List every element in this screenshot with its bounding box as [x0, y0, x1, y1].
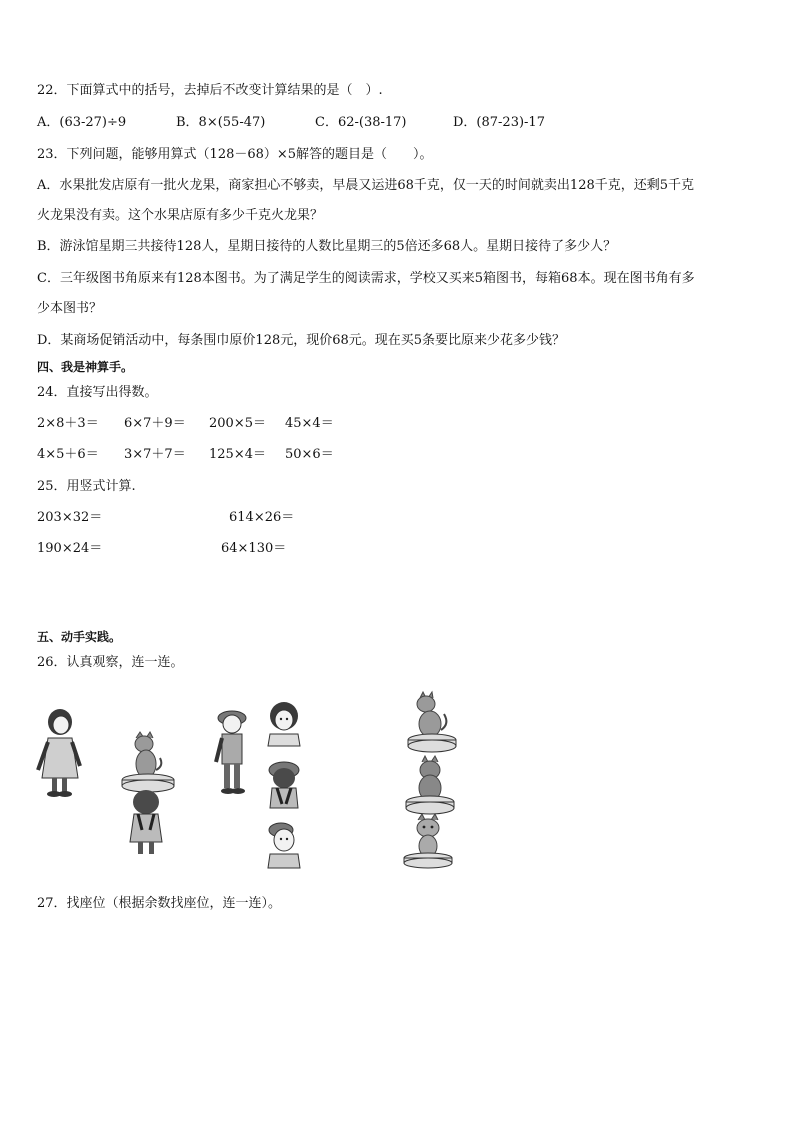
- girl-figure-illustration: [30, 700, 90, 800]
- q24-item: 2×8＋3＝: [37, 416, 99, 431]
- q24-item: 4×5＋6＝: [37, 447, 99, 462]
- q24-item: 45×4＝: [285, 416, 334, 431]
- cat-and-girl-back-view-illustration: [120, 730, 180, 860]
- q25-item: 190×24＝: [37, 541, 103, 556]
- q24-item: 3×7＋7＝: [124, 447, 186, 462]
- cat-back-view: [406, 756, 454, 814]
- q22-option-c: C．62-(38-17): [315, 115, 407, 130]
- q23-option-a-line2: 火龙果没有卖。这个水果店原有多少千克火龙果？: [37, 208, 324, 223]
- q23-option-b: B．游泳馆星期三共接待128人，星期日接待的人数比星期三的5倍还多68人。星期日接待了多少人？: [37, 239, 617, 254]
- q24-item: 50×6＝: [285, 447, 334, 462]
- q23-stem: 23．下列问题，能够用算式（128－68）×5解答的题目是（ ）。: [37, 147, 433, 162]
- q22-option-b: B．8×(55-47): [176, 115, 266, 130]
- q24-item: 6×7＋9＝: [124, 416, 186, 431]
- q22-option-d: D．(87-23)-17: [453, 115, 545, 130]
- boy-back-view-illustration: [264, 758, 304, 810]
- q25-item: 203×32＝: [37, 510, 103, 525]
- q25-stem: 25．用竖式计算.: [37, 479, 136, 494]
- q25-item: 64×130＝: [221, 541, 287, 556]
- boy-front-view-illustration: [264, 818, 304, 870]
- q27-stem: 27．找座位（根据余数找座位，连一连）。: [37, 896, 282, 911]
- cat-side-view: [408, 692, 456, 752]
- boy-side-view-illustration: [208, 706, 256, 798]
- cat-front-view: [404, 814, 452, 868]
- q23-option-d: D．某商场促销活动中，每条围巾原价128元，现价68元。现在买5条要比原来少花多少钱？: [37, 333, 566, 348]
- q26-stem: 26．认真观察，连一连。: [37, 655, 184, 670]
- q24-item: 125×4＝: [209, 447, 266, 462]
- q22-stem: 22．下面算式中的括号，去掉后不改变计算结果的是（ ）.: [37, 83, 383, 98]
- q24-stem: 24．直接写出得数。: [37, 385, 158, 400]
- q24-item: 200×5＝: [209, 416, 266, 431]
- q25-item: 614×26＝: [229, 510, 295, 525]
- cat-three-views-illustration: [398, 690, 468, 870]
- section5-title: 五、动手实践。: [37, 630, 122, 644]
- q23-option-a-line1: A．水果批发店原有一批火龙果，商家担心不够卖，早晨又运进68千克，仅一天的时间就卖出128千克，还剩5千克: [37, 178, 695, 193]
- q23-option-c-line2: 少本图书？: [37, 301, 103, 316]
- girl-front-view-illustration: [264, 700, 304, 748]
- q23-option-c-line1: C．三年级图书角原来有128本图书。为了满足学生的阅读需求，学校又买来5箱图书，每箱68本。现在图书角有多: [37, 271, 695, 286]
- section4-title: 四、我是神算手。: [37, 360, 134, 374]
- q22-option-a: A．(63-27)÷9: [37, 115, 127, 130]
